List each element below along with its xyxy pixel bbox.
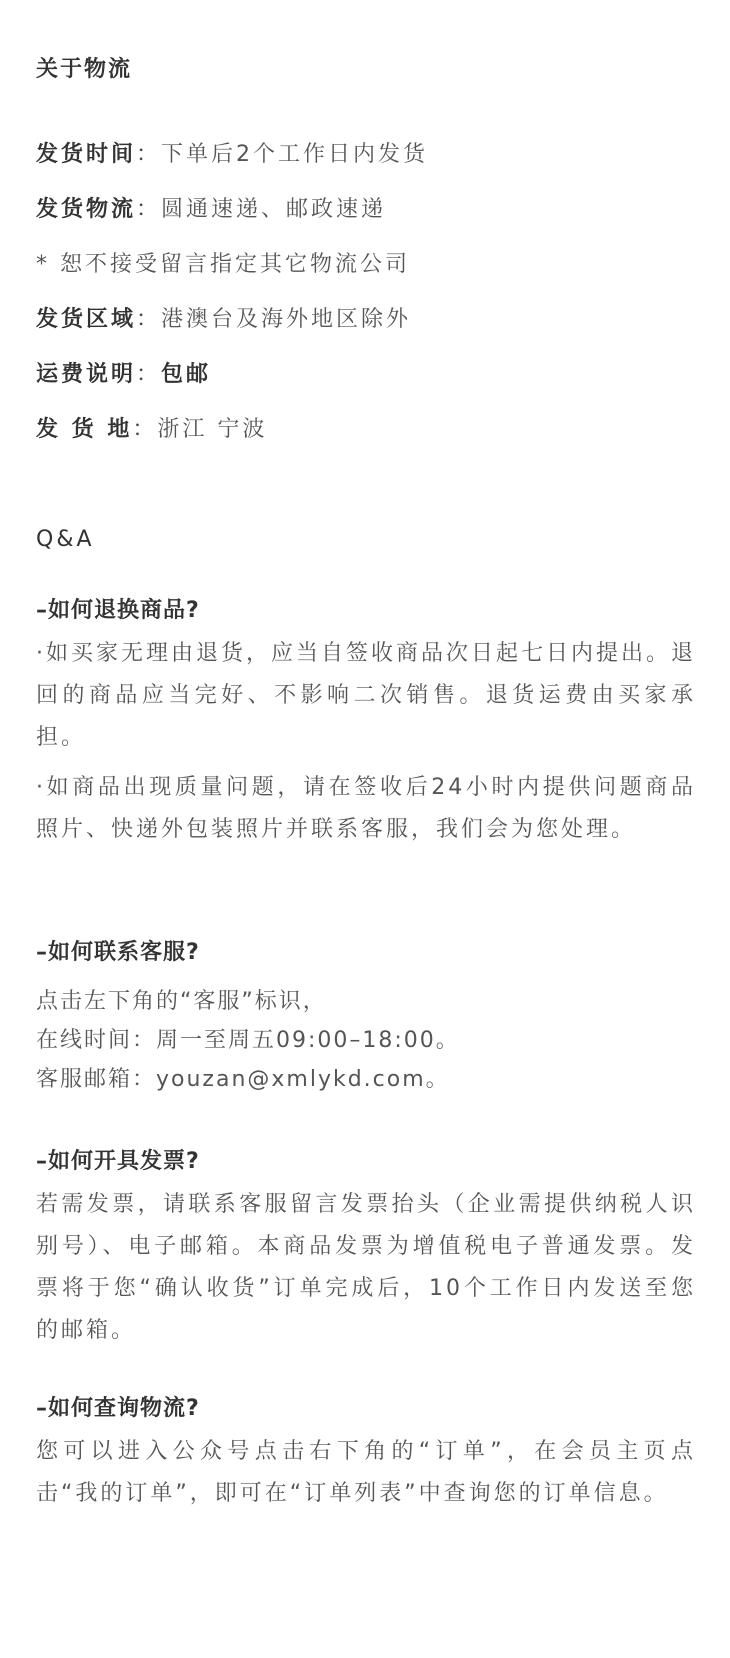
ship-region-row — [36, 302, 411, 333]
ship-origin-row — [36, 412, 267, 443]
ship-origin-value: 浙江 宁波 — [157, 417, 268, 442]
answer-returns-paragraph-1: ·如买家无理由退货，应当自签收商品次日起七日内提出。退回的商品应当完好、不影响二次销售。退货运费由买家承担。 — [36, 641, 696, 750]
question-invoice: –如何开具发票? — [36, 1149, 200, 1174]
ship-origin-separator: ： — [132, 417, 158, 442]
question-tracking: –如何查询物流? — [36, 1396, 200, 1421]
ship-origin-label: 发 货 地 — [36, 417, 133, 442]
ship-carrier-row — [36, 192, 386, 223]
contact-line-3: 客服邮箱：youzan@xmlykd.com。 — [36, 1067, 450, 1092]
contact-line-1: 点击左下角的“客服”标识， — [36, 989, 327, 1014]
shipping-fee-row — [36, 357, 211, 388]
answer-tracking-paragraph: 您可以进入公众号点击右下角的“订单”，在会员主页点击“我的订单”，即可在“订单列表”中查询您的订单信息。 — [36, 1439, 696, 1506]
question-contact: –如何联系客服? — [36, 940, 200, 965]
shipping-fee-label: 运费说明 — [36, 362, 137, 387]
ship-region-label: 发货区域 — [36, 307, 137, 332]
ship-region-separator: ： — [136, 307, 162, 332]
carrier-note: * 恕不接受留言指定其它物流公司 — [36, 252, 410, 277]
ship-carrier-value: 圆通速递、邮政速递 — [161, 197, 387, 222]
qa-title: Q&A — [36, 527, 95, 552]
ship-carrier-label: 发货物流 — [36, 197, 137, 222]
answer-returns-paragraph-2: ·如商品出现质量问题，请在签收后24小时内提供问题商品照片、快递外包装照片并联系客服，我们会为您处理。 — [36, 775, 696, 842]
shipping-fee-separator: ： — [136, 362, 162, 387]
ship-time-row — [36, 137, 428, 168]
answer-invoice-paragraph: 若需发票，请联系客服留言发票抬头（企业需提供纳税人识别号）、电子邮箱。本商品发票为增值税电子普通发票。发票将于您“确认收货”订单完成后，10个工作日内发送至您的邮箱。 — [36, 1192, 696, 1343]
logistics-title: 关于物流 — [36, 57, 133, 82]
contact-line-2: 在线时间：周一至周五09:00–18:00。 — [36, 1028, 460, 1053]
shipping-fee-value: 包邮 — [161, 362, 212, 387]
ship-carrier-separator: ： — [136, 197, 162, 222]
ship-region-value: 港澳台及海外地区除外 — [161, 307, 412, 332]
ship-time-separator: ： — [136, 142, 162, 167]
ship-time-label: 发货时间 — [36, 142, 137, 167]
ship-time-value: 下单后2个工作日内发货 — [161, 142, 429, 167]
question-returns: –如何退换商品? — [36, 598, 200, 623]
